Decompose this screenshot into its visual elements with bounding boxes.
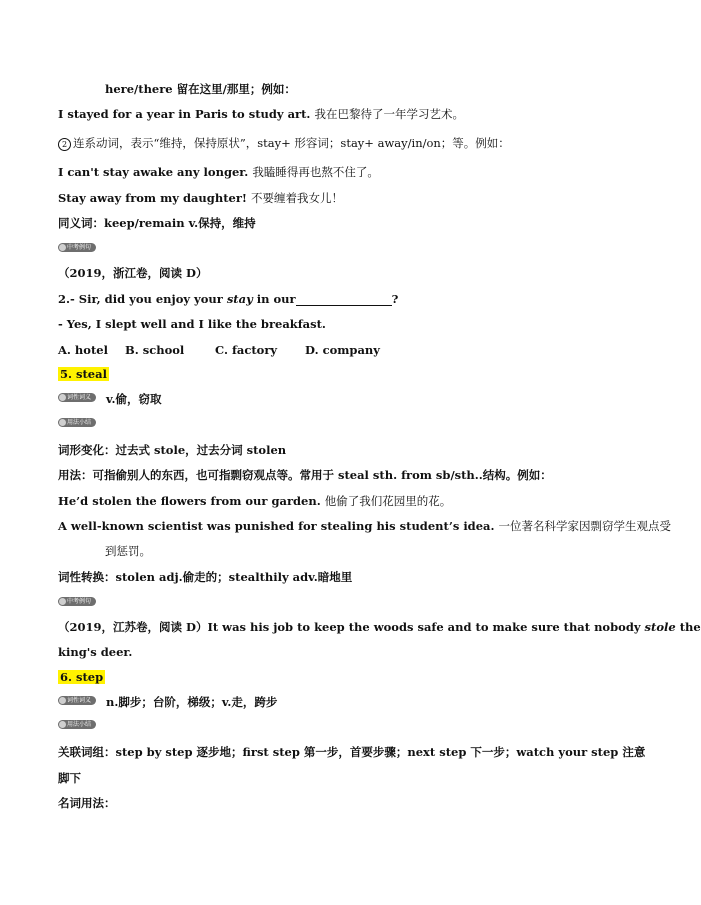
section-badge: 词性词义 bbox=[58, 392, 96, 402]
source-line: （2019，浙江卷，阅读 D） bbox=[58, 266, 208, 280]
example-sentence: Stay away from my daughter! 不要缠着我女儿！ bbox=[58, 191, 343, 205]
definition-line: n.脚步；台阶，梯级；v.走，跨步 bbox=[106, 695, 278, 709]
source-line: （2019，江苏卷，阅读 D）It was his job to keep the woods safe and to make sure that nobody stole the bbox=[58, 620, 701, 634]
section-badge: 词性词义 bbox=[58, 695, 96, 705]
definition-line: v.偷，窃取 bbox=[106, 392, 162, 406]
text-line: 脚下 bbox=[58, 771, 81, 785]
options-row bbox=[58, 343, 380, 357]
text-line: 词形变化：过去式 stole，过去分词 stolen bbox=[58, 443, 287, 457]
example-sentence: He’d stolen the flowers from our garden. 他偷了我们花园里的花。 bbox=[58, 494, 452, 508]
section-badge: 用法小结 bbox=[58, 719, 96, 729]
text-line: 名词用法： bbox=[58, 796, 116, 810]
text-line: 到惩罚。 bbox=[105, 544, 151, 558]
answer-blank bbox=[296, 295, 392, 306]
section-heading: 6. step bbox=[60, 670, 104, 684]
text-line: 关联词组：step by step 逐步地；first step 第一步，首要步骤；next step 下一步；watch your step 注意 bbox=[58, 745, 646, 759]
option-b: B. school bbox=[125, 343, 185, 357]
text-line: king's deer. bbox=[58, 645, 133, 659]
option-c: C. factory bbox=[215, 343, 278, 357]
answer-line: - Yes, I slept well and I like the breakfast. bbox=[58, 317, 326, 331]
example-sentence: A well-known scientist was punished for stealing his student’s idea. 一位著名科学家因剽窃学生观点受 bbox=[58, 519, 672, 533]
text-line: 词性转换：stolen adj.偷走的；stealthily adv.暗地里 bbox=[58, 570, 353, 584]
synonym-line: 同义词：keep/remain v.保持，维持 bbox=[58, 216, 256, 230]
section-badge: 中考例句 bbox=[58, 596, 96, 606]
option-a: A. hotel bbox=[58, 343, 108, 357]
example-sentence: I can't stay awake any longer. 我瞌睡得再也熬不住了。 bbox=[58, 165, 379, 179]
section-badge: 用法小结 bbox=[58, 417, 96, 427]
section-heading: 5. steal bbox=[60, 367, 107, 381]
option-d: D. company bbox=[305, 343, 380, 357]
text-line: 用法：可指偷别人的东西，也可指剽窃观点等。常用于 steal sth. from sb/sth..结构。例如： bbox=[58, 468, 552, 482]
circled-number: 2 bbox=[58, 138, 71, 151]
section-badge: 中考例句 bbox=[58, 242, 96, 252]
example-sentence: I stayed for a year in Paris to study art. 我在巴黎待了一年学习艺术。 bbox=[58, 107, 464, 121]
text-line: here/there 留在这里/那里；例如： bbox=[105, 82, 296, 96]
definition-line: 2 连系动词，表示“维持，保持原状”，stay+ 形容词；stay+ away/in/on；等。例如： bbox=[58, 136, 510, 151]
question-line: 2.- Sir, did you enjoy your stay in our ? bbox=[58, 292, 399, 306]
